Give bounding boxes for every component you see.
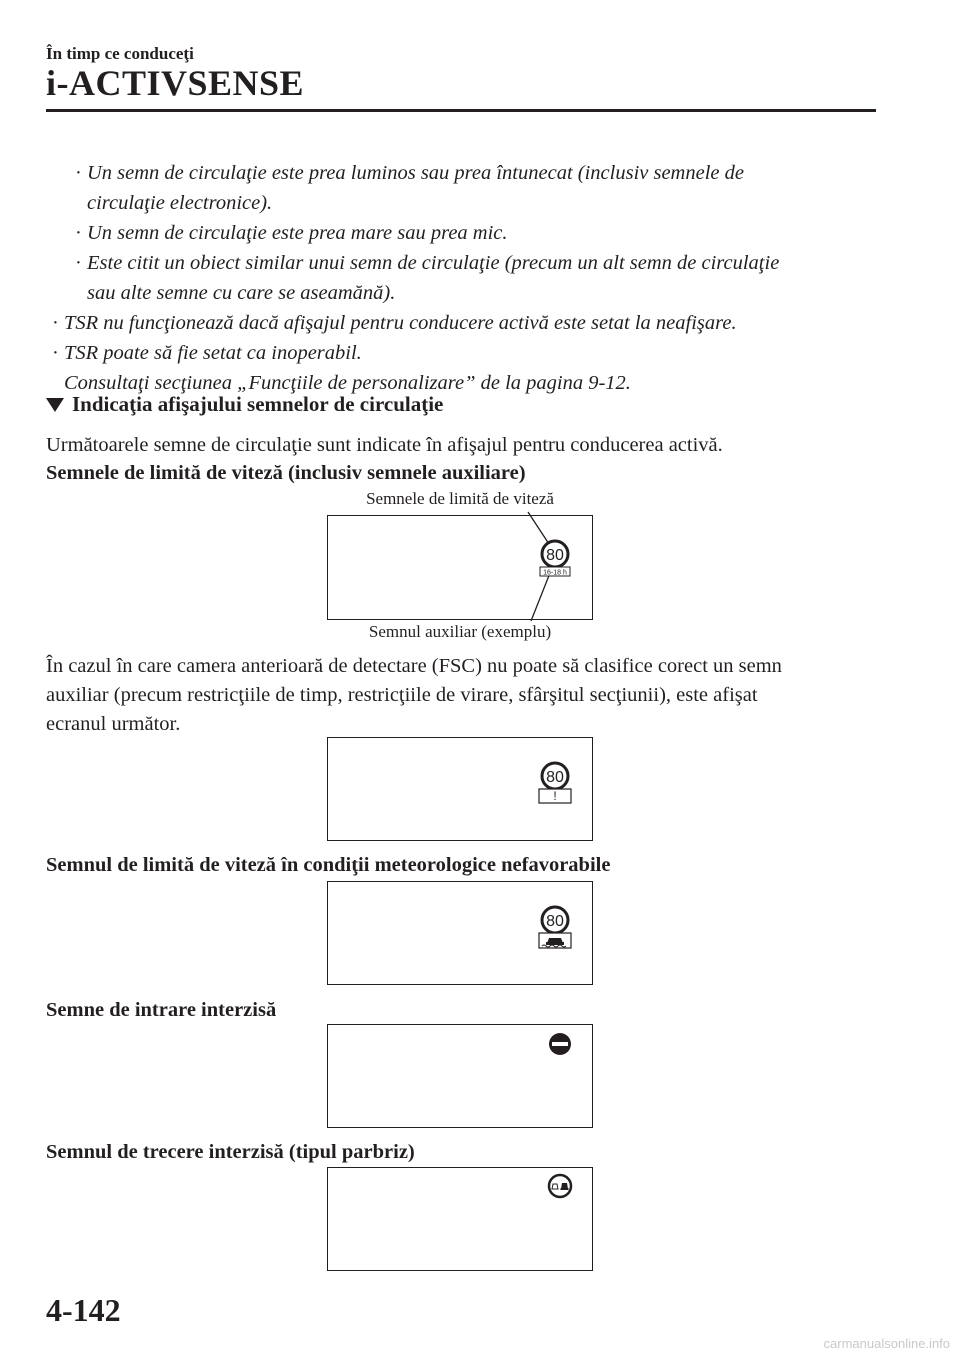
display-screen (327, 737, 593, 841)
page-title: i-ACTIVSENSE (46, 63, 305, 103)
page-number: 4-142 (46, 1292, 121, 1328)
speed-limit-sign-icon (328, 516, 592, 619)
subheading-weather: Semnul de limită de viteză în condiţii meteorologice nefavorabile (46, 854, 611, 876)
chapter-label: În timp ce conduceţi (46, 44, 194, 63)
no-entry-sign-icon (328, 1025, 592, 1127)
list-item: · Este citit un obiect similar unui semn de circulaţie (precum un alt semn de circulaţie sau alte semne cu care se aseamănă). (75, 252, 780, 304)
list-item: · Un semn de circulaţie este prea luminos sau prea întunecat (inclusiv semnele de circulaţie electronice). (75, 162, 744, 214)
subheading-speed-limit: Semnele de limită de viteză (inclusiv semnele auxiliare) (46, 462, 526, 484)
subheading-no-entry: Semne de intrare interzisă (46, 999, 277, 1021)
svg-text:16-18 h: 16-18 h (543, 569, 567, 577)
caption-speed-limit: Semnele de limită de viteză (366, 489, 554, 508)
subheading-no-overtaking: Semnul de trecere interzisă (tipul parbriz) (46, 1141, 415, 1163)
caption-aux-sign: Semnul auxiliar (exemplu) (368, 622, 552, 641)
list-item: · Un semn de circulaţie este prea mare sau prea mic. (75, 222, 508, 244)
svg-text:80: 80 (546, 769, 564, 786)
svg-text:80: 80 (546, 913, 564, 930)
section-heading: Indicaţia afişajului semnelor de circulaţie (46, 392, 443, 417)
bullet-list (46, 158, 886, 398)
watermark: carmanualsonline.info (823, 1336, 950, 1351)
display-screen (327, 515, 593, 620)
no-overtaking-sign-icon (328, 1168, 592, 1270)
svg-text:80: 80 (546, 547, 564, 564)
intro-text: Următoarele semne de circulaţie sunt indicate în afişajul pentru conducerea activă. (46, 434, 723, 456)
fsc-paragraph: În cazul în care camera anterioară de detectare (FSC) nu poate să clasifice corect un semn auxiliar (precum restricţiile de timp, restricţiile de virare, sfârşitul secţiunii), este afişat ecranul următor. (46, 655, 782, 735)
display-screen (327, 1024, 593, 1128)
display-screen (327, 1167, 593, 1271)
list-item: · TSR nu funcţionează dacă afişajul pentru conducere activă este setat la neafişare. (52, 312, 737, 334)
list-item: · TSR poate să fie setat ca inoperabil. Consultaţi secţiunea „Funcţiile de personalizare” de la pagina 9-12. (52, 342, 631, 394)
speed-limit-unknown-aux-icon (328, 738, 592, 840)
svg-text:!: ! (553, 789, 557, 803)
speed-limit-bad-weather-icon (328, 882, 592, 984)
display-screen (327, 881, 593, 985)
triangle-marker-icon (46, 398, 64, 412)
header-divider (46, 109, 876, 112)
